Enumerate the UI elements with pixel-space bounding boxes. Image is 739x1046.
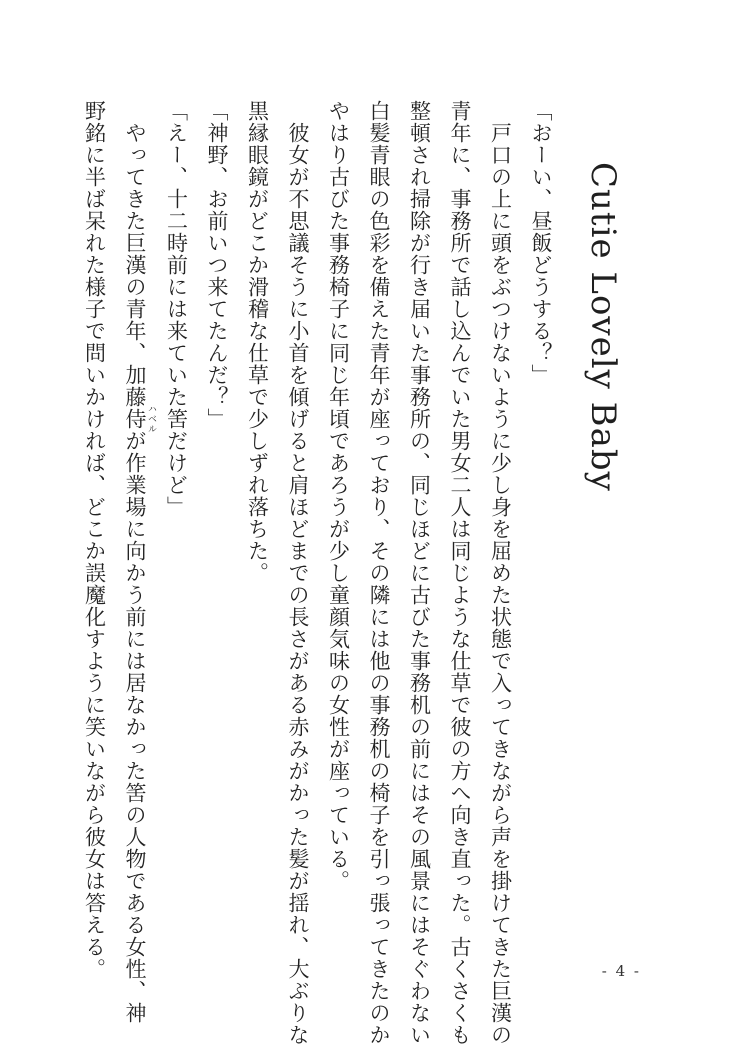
paragraph-line: 「神野、お前いつ来てたんだ？」 (205, 100, 229, 430)
paragraph-line: やはり古びた事務椅子に同じ年頃であろうが少し童顔気味の女性が座っている。 (326, 100, 351, 892)
ruby-base: 侍 (123, 404, 147, 434)
vertical-body-text (74, 100, 561, 1046)
story-title: Cutie Lovely Baby (583, 162, 623, 492)
paragraph-segment: やってきた巨漢の青年、加藤 (123, 100, 147, 408)
page-number: - 4 - (601, 962, 641, 980)
paragraph-line: 黒縁眼鏡がどこか滑稽な仕草で少しずれ落ちた。 (245, 100, 270, 584)
ruby-reading: ハベル (146, 404, 156, 434)
paragraph-line: 整頓され掃除が行き届いた事務所の、同じほどに古びた事務机の前にはその風景にはそぐわない (407, 100, 432, 1046)
paragraph-line: 青年に、事務所で話し込んでいた男女二人は同じような仕草で彼の方へ向き直った。古くさくも (448, 100, 472, 1046)
paragraph-segment: が作業場に向かう前には居なかった筈の人物である女性、神 (123, 430, 147, 1024)
paragraph-line: 野銘に半ば呆れた様子で問いかければ、どこか誤魔化すように笑いながら彼女は答える。 (82, 100, 107, 980)
paragraph-line: 白髪青眼の色彩を備えた青年が座っており、その隣には他の事務机の椅子を引っ張ってきたのか (367, 100, 391, 1046)
ruby-annotation (123, 404, 156, 434)
paragraph-line-with-ruby (115, 100, 157, 1024)
paragraph-line: 「えー、十二時前には来ていた筈だけど」 (164, 100, 189, 518)
paragraph-line: 彼女が不思議そうに小首を傾げると肩ほどまでの長さがある赤みがかった髪が揺れ、大ぶりな (286, 100, 310, 1046)
paragraph-line: 「おーい、昼飯どうする？」 (529, 100, 553, 386)
paragraph-line: 戸口の上に頭をぶつけないように少し身を屈めた状態で入ってきながら声を掛けてきた巨漢の (488, 100, 513, 1046)
